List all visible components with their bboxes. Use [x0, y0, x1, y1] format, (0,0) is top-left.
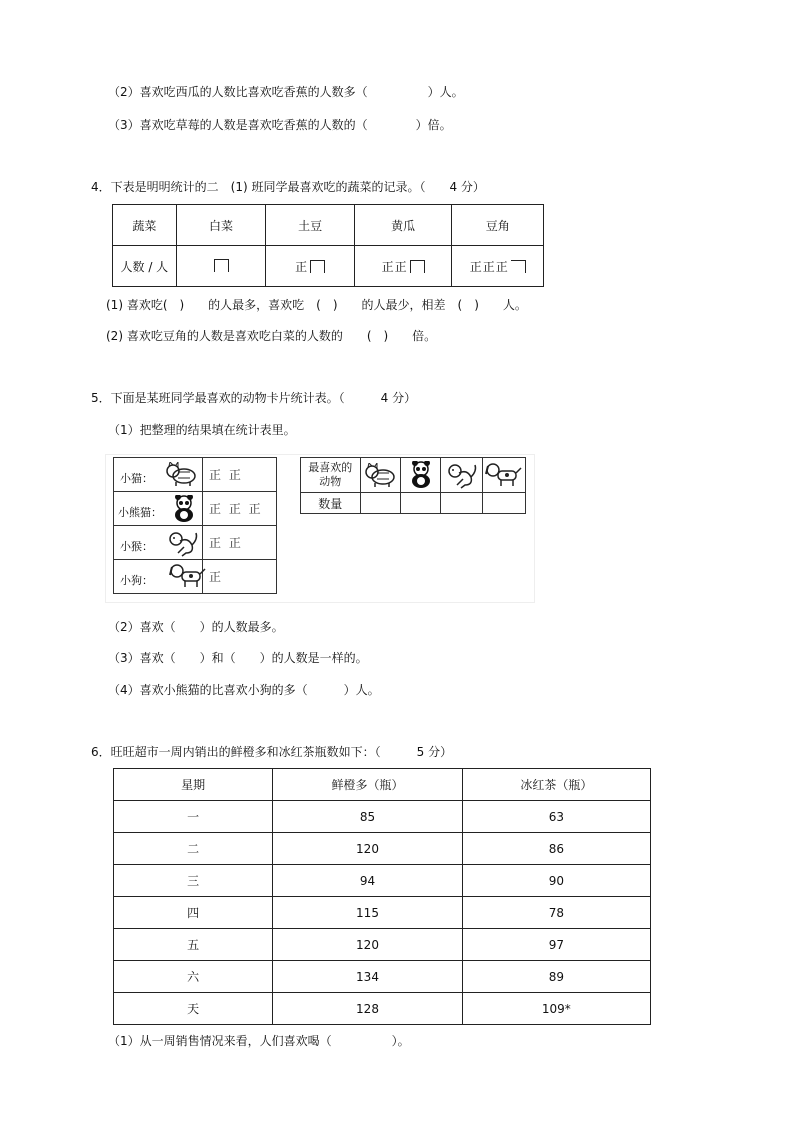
- sales-day: 六: [114, 961, 273, 993]
- table-row: [114, 897, 651, 929]
- animal-cat-tally: 正 正: [203, 458, 277, 492]
- monkey-icon: [445, 461, 479, 489]
- sales-header-day: 星期: [114, 769, 273, 801]
- monkey-icon: [166, 529, 200, 557]
- partial-tally-mark: [310, 260, 325, 273]
- table-row: [114, 865, 651, 897]
- sales-orange: 94: [273, 865, 462, 897]
- result-cat-cell: [360, 458, 401, 493]
- animal-dog-tally: 正: [203, 560, 277, 594]
- partial-tally-mark: [410, 260, 425, 273]
- sales-day: 天: [114, 993, 273, 1025]
- veg-row-label: 人数 / 人: [113, 246, 177, 287]
- sales-header-orange: 鲜橙多（瓶）: [273, 769, 462, 801]
- animal-label-cat: 小猫：: [120, 472, 153, 485]
- veg-tally-cabbage: [176, 246, 266, 287]
- animal-result-table: [300, 457, 526, 514]
- animal-monkey-tally: 正 正: [203, 526, 277, 560]
- veg-header-1: 白菜: [176, 205, 266, 246]
- table-row: [114, 993, 651, 1025]
- veg-header-2: 土豆: [266, 205, 355, 246]
- sales-orange: 120: [273, 833, 462, 865]
- q3-sub3: （3）喜欢吃草莓的人数是喜欢吃香蕉的人数的（ ）倍。: [108, 118, 452, 132]
- sales-header-tea: 冰红茶（瓶）: [462, 769, 650, 801]
- partial-tally-mark: [214, 259, 229, 272]
- sales-tea: 86: [462, 833, 650, 865]
- vegetable-table: [112, 204, 544, 287]
- animal-card-figure: [106, 455, 534, 602]
- table-row: [114, 961, 651, 993]
- animal-panda-cell: [114, 492, 203, 526]
- sales-table: [113, 768, 651, 1025]
- q5-sub1: （1）把整理的结果填在统计表里。: [108, 423, 296, 437]
- veg-tally-potato: 正: [266, 246, 355, 287]
- result-dog-count[interactable]: [483, 493, 526, 514]
- result-row-label: 数量: [301, 493, 361, 514]
- sales-day: 二: [114, 833, 273, 865]
- veg-header-4: 豆角: [452, 205, 544, 246]
- table-row: [114, 833, 651, 865]
- animal-label-dog: 小狗：: [120, 574, 153, 587]
- sales-orange: 115: [273, 897, 462, 929]
- dog-icon: [485, 462, 523, 488]
- table-row: [114, 801, 651, 833]
- q3-sub2: （2）喜欢吃西瓜的人数比喜欢吃香蕉的人数多（ ）人。: [108, 85, 464, 99]
- q4-sub2: (2) 喜欢吃豆角的人数是喜欢吃白菜的人数的 ( ) 倍。: [106, 329, 437, 343]
- sales-orange: 128: [273, 993, 462, 1025]
- q5-sub3: （3）喜欢（ ）和（ ）的人数是一样的。: [108, 651, 368, 665]
- sales-tea: 109*: [462, 993, 650, 1025]
- veg-tally-bean: 正正正: [452, 246, 544, 287]
- result-panda-count[interactable]: [401, 493, 441, 514]
- q5-sub4: （4）喜欢小熊猫的比喜欢小狗的多（ ）人。: [108, 683, 380, 697]
- result-cat-count[interactable]: [360, 493, 401, 514]
- result-monkey-count[interactable]: [440, 493, 482, 514]
- sales-orange: 134: [273, 961, 462, 993]
- q6-title: 6．旺旺超市一周内销出的鲜橙多和冰红茶瓶数如下：（ 5 分）: [91, 745, 453, 759]
- panda-icon: [408, 461, 434, 489]
- animal-label-monkey: 小猴：: [120, 540, 153, 553]
- veg-header-3: 黄瓜: [354, 205, 452, 246]
- sales-tea: 89: [462, 961, 650, 993]
- partial-tally-mark: [511, 260, 526, 273]
- dog-icon: [169, 563, 207, 589]
- sales-orange: 120: [273, 929, 462, 961]
- result-header-label: 最喜欢的动物: [301, 458, 361, 493]
- q4-sub1: (1) 喜欢吃( ) 的人最多，喜欢吃 ( ) 的人最少，相差 ( ) 人。: [106, 298, 527, 312]
- sales-tea: 78: [462, 897, 650, 929]
- animal-label-panda: 小熊猫：: [118, 506, 162, 519]
- sales-day: 四: [114, 897, 273, 929]
- animal-tally-table: [113, 457, 277, 594]
- cat-icon: [363, 463, 397, 487]
- veg-tally-cucumber: 正正: [354, 246, 452, 287]
- animal-cat-cell: [114, 458, 203, 492]
- q5-title: 5．下面是某班同学最喜欢的动物卡片统计表。（ 4 分）: [91, 391, 417, 405]
- q4-title: 4．下表是明明统计的二 (1) 班同学最喜欢吃的蔬菜的记录。（ 4 分）: [91, 180, 485, 194]
- sales-day: 一: [114, 801, 273, 833]
- sales-day: 三: [114, 865, 273, 897]
- panda-icon: [171, 495, 197, 523]
- table-row: [114, 929, 651, 961]
- sales-day: 五: [114, 929, 273, 961]
- cat-icon: [164, 462, 198, 486]
- sales-tea: 90: [462, 865, 650, 897]
- result-panda-cell: [401, 458, 441, 493]
- animal-panda-tally: 正 正 正: [203, 492, 277, 526]
- sales-tea: 97: [462, 929, 650, 961]
- q6-sub1: （1）从一周销售情况来看，人们喜欢喝（ ）。: [108, 1034, 410, 1048]
- result-monkey-cell: [440, 458, 482, 493]
- animal-monkey-cell: [114, 526, 203, 560]
- q5-sub2: （2）喜欢（ ）的人数最多。: [108, 620, 284, 634]
- result-dog-cell: [483, 458, 526, 493]
- sales-tea: 63: [462, 801, 650, 833]
- animal-dog-cell: [114, 560, 203, 594]
- sales-orange: 85: [273, 801, 462, 833]
- veg-header-0: 蔬菜: [113, 205, 177, 246]
